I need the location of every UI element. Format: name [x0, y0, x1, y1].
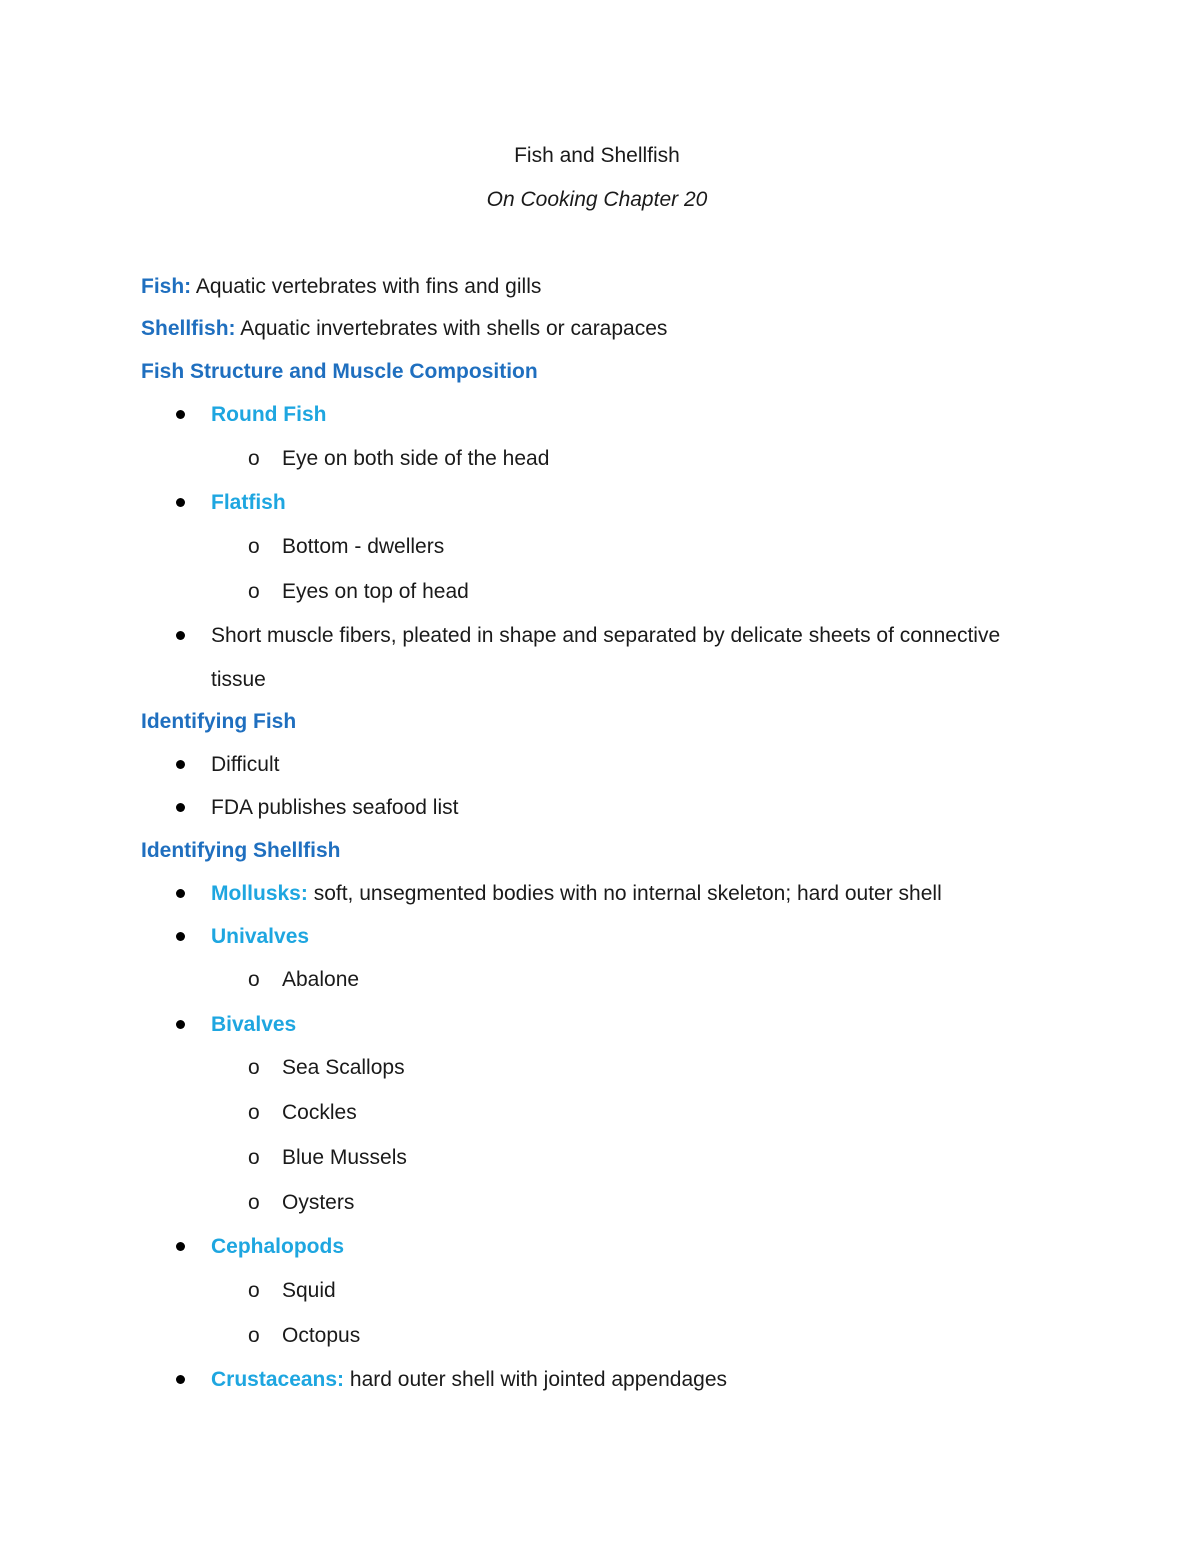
section-heading-structure: Fish Structure and Muscle Composition — [141, 360, 538, 383]
list-item-round-fish: Round Fish — [211, 403, 327, 426]
list-item: FDA publishes seafood list — [211, 796, 459, 819]
bullet-icon — [176, 498, 185, 507]
list-term: Mollusks: — [211, 882, 308, 905]
sub-bullet-icon: o — [248, 968, 260, 991]
definition-shellfish — [141, 315, 667, 343]
sub-bullet-icon: o — [248, 1146, 260, 1169]
list-item: Difficult — [211, 753, 280, 776]
bullet-icon — [176, 410, 185, 419]
bullet-icon — [176, 1020, 185, 1029]
list-item-cephalopods: Cephalopods — [211, 1235, 345, 1258]
bullet-icon — [176, 803, 185, 812]
sub-item: Squid — [282, 1279, 336, 1302]
sub-item: Sea Scallops — [282, 1056, 405, 1079]
bullet-icon — [176, 889, 185, 898]
sub-item: Octopus — [282, 1324, 361, 1347]
list-item-muscle-line1: Short muscle fibers, pleated in shape and separated by delicate sheets of connective — [211, 624, 1001, 647]
list-text: hard outer shell with jointed appendages — [344, 1368, 727, 1391]
bullet-icon — [176, 760, 185, 769]
list-term: Crustaceans: — [211, 1368, 345, 1391]
definition-text: Aquatic vertebrates with fins and gills — [191, 275, 542, 298]
sub-item: Blue Mussels — [282, 1146, 407, 1169]
document-title: Fish and Shellfish — [514, 144, 680, 167]
sub-item: Eyes on top of head — [282, 580, 469, 603]
sub-bullet-icon: o — [248, 580, 260, 603]
sub-bullet-icon: o — [248, 447, 260, 470]
bullet-icon — [176, 932, 185, 941]
sub-item: Oysters — [282, 1191, 355, 1214]
sub-bullet-icon: o — [248, 1101, 260, 1124]
bullet-icon — [176, 631, 185, 640]
section-heading-identifying-shellfish: Identifying Shellfish — [141, 839, 341, 862]
sub-bullet-icon: o — [248, 535, 260, 558]
sub-bullet-icon: o — [248, 1056, 260, 1079]
section-heading-identifying-fish: Identifying Fish — [141, 710, 297, 733]
bullet-icon — [176, 1375, 185, 1384]
list-item-crustaceans — [211, 1366, 727, 1394]
sub-item: Bottom - dwellers — [282, 535, 445, 558]
list-item-mollusks — [211, 880, 942, 908]
list-item-univalves: Univalves — [211, 925, 310, 948]
sub-bullet-icon: o — [248, 1279, 260, 1302]
sub-item: Eye on both side of the head — [282, 447, 550, 470]
list-item-bivalves: Bivalves — [211, 1013, 297, 1036]
definition-text: Aquatic invertebrates with shells or carapaces — [235, 317, 668, 340]
list-text: soft, unsegmented bodies with no internal skeleton; hard outer shell — [307, 882, 942, 905]
definition-term: Fish: — [141, 275, 192, 298]
definition-term: Shellfish: — [141, 317, 236, 340]
sub-bullet-icon: o — [248, 1191, 260, 1214]
list-item-muscle-line2: tissue — [211, 668, 266, 691]
sub-bullet-icon: o — [248, 1324, 260, 1347]
document-subtitle: On Cooking Chapter 20 — [486, 188, 708, 211]
sub-item: Abalone — [282, 968, 360, 991]
definition-fish — [141, 273, 541, 301]
list-item-flatfish: Flatfish — [211, 491, 286, 514]
sub-item: Cockles — [282, 1101, 357, 1124]
bullet-icon — [176, 1242, 185, 1251]
